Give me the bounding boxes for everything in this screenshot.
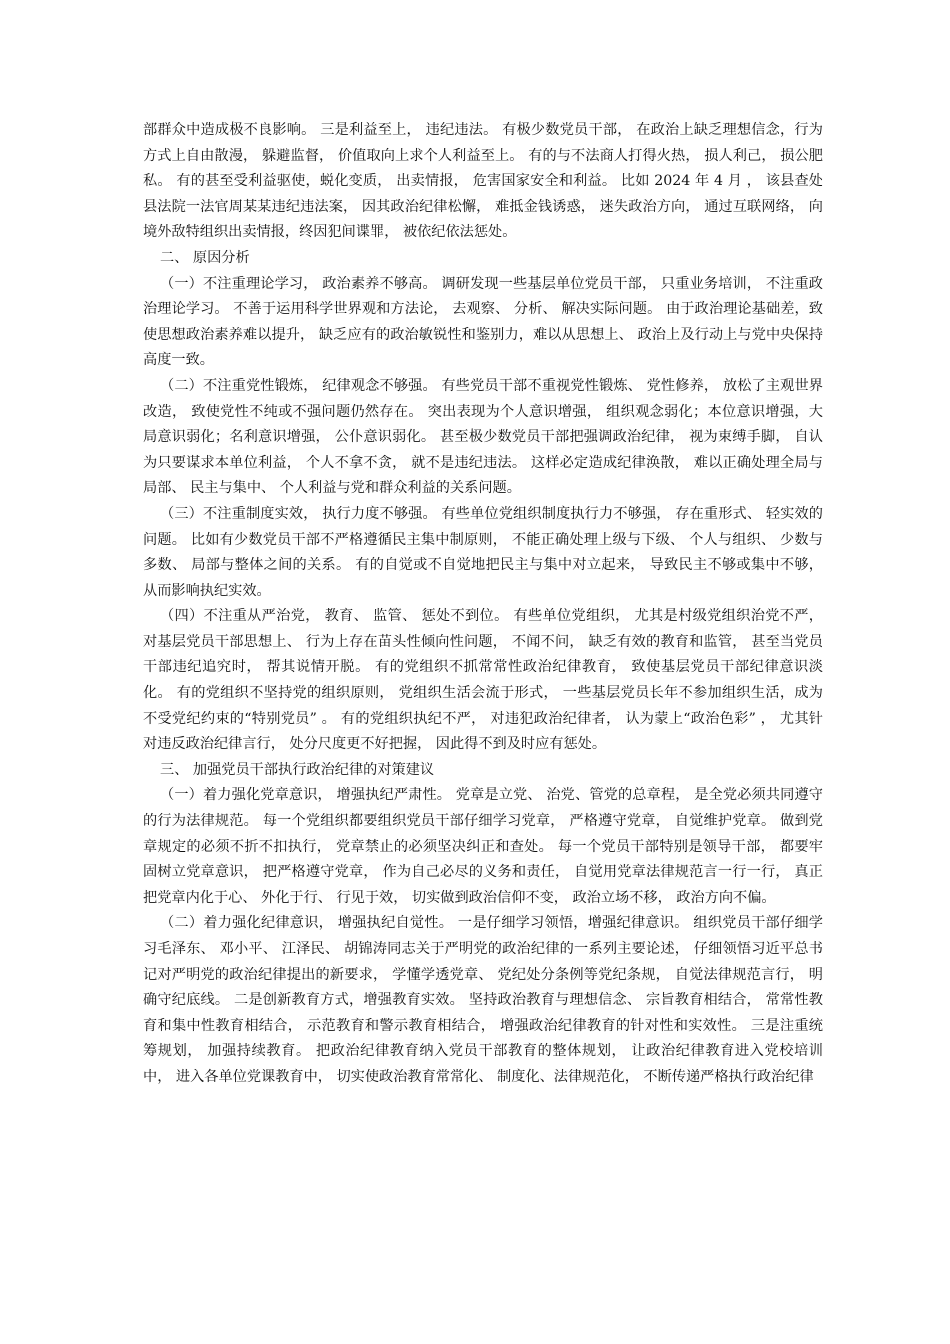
document-page <box>143 118 823 1091</box>
paragraph-cause-1: （一）不注重理论学习， 政治素养不够高。 调研发现一些基层单位党员干部， 只重业务培训， 不注重政治理论学习。 不善于运用科学世界观和方法论， 去观察、 分析、 解决实际问题。 由于政治理论基础差，致使思想政治素养难以提升， 缺乏应有的政治敏锐性和鉴别力，难以从思想上、 政治上及行动上与党中央保持高度一致。 <box>143 275 823 369</box>
paragraph-continuation: 部群众中造成极不良影响。 三是利益至上， 违纪违法。 有极少数党员干部， 在政治上缺乏理想信念，行为方式上自由散漫， 躲避监督， 价值取向上求个人利益至上。 有的与不法商人打得火热， 损人利己， 损公肥私。 有的甚至受利益驱使，蜕化变质， 出卖情报， 危害国家安全和利益。 比如 2024 年 4 月 ， 该县查处县法院一法官周某某违纪违法案， 因其政治纪律松懈， 难抵金钱诱惑， 迷失政治方向， 通过互联网络， 向境外敌特组织出卖情报，终因犯间谍罪， 被依纪依法惩处。 <box>143 122 823 241</box>
heading-countermeasures: 三、 加强党员干部执行政治纪律的对策建议 <box>160 761 435 778</box>
paragraph-cause-4: （四）不注重从严治党， 教育、 监管、 惩处不到位。 有些单位党组织， 尤其是村级党组织治党不严， 对基层党员干部思想上、 行为上存在苗头性倾向性问题， 不闻不问， 缺乏有效的教育和监管， 甚至当党员干部违纪追究时， 帮其说情开脱。 有的党组织不抓常常性政治纪律教育， 致使基层党员干部纪律意识淡化。 有的党组织不坚持党的组织原则， 党组织生活会流于形式， 一些基层党员长年不参加组织生活，成为不受党纪约束的“特别党员” 。 有的党组织执纪不严， 对违犯政治纪律者， 认为蒙上“政治色彩” ， 尤其针对违反政治纪律言行， 处分尺度更不好把握， 因此得不到及时应有惩处。 <box>143 608 823 753</box>
paragraph-cause-3: （三）不注重制度实效， 执行力度不够强。 有些单位党组织制度执行力不够强， 存在重形式、 轻实效的问题。 比如有少数党员干部不严格遵循民主集中制原则， 不能正确处理上级与下级、 个人与组织、 少数与多数、 局部与整体之间的关系。 有的自觉或不自觉地把民主与集中对立起来， 导致民主不够或集中不够， 从而影响执纪实效。 <box>143 505 823 599</box>
paragraph-measure-2: （二）着力强化纪律意识， 增强执纪自觉性。 一是仔细学习领悟，增强纪律意识。 组织党员干部仔细学习毛泽东、 邓小平、 江泽民、 胡锦涛同志关于严明党的政治纪律的一系列主要论述， 仔细领悟习近平总书记对严明党的政治纪律提出的新要求， 学懂学透党章、 党纪处分条例等党纪条规， 自觉法律规范言行， 明确守纪底线。 二是创新教育方式，增强教育实效。 坚持政治教育与理想信念、 宗旨教育相结合， 常常性教育和集中性教育相结合， 示范教育和警示教育相结合， 增强政治纪律教育的针对性和实效性。 三是注重统筹规划， 加强持续教育。 把政治纪律教育纳入党员干部教育的整体规划， 让政治纪律教育进入党校培训中， 进入各单位党课教育中， 切实使政治教育常常化、 制度化、法律规范化， 不断传递严格执行政治纪律 <box>143 915 823 1085</box>
paragraph-measure-1: （一）着力强化党章意识， 增强执纪严肃性。 党章是立党、 治党、管党的总章程， 是全党必须共同遵守的行为法律规范。 每一个党组织都要组织党员干部仔细学习党章， 严格遵守党章， 自觉维护党章。 做到党章规定的必须不折不扣执行， 党章禁止的必须坚决纠正和查处。 每一个党员干部特别是领导干部， 都要牢固树立党章意识， 把严格遵守党章， 作为自己必尽的义务和责任， 自觉用党章法律规范言一行一行， 真正把党章内化于心、 外化于行、 行见于效， 切实做到政治信仰不变， 政治立场不移， 政治方向不偏。 <box>143 787 823 906</box>
paragraph-cause-2: （二）不注重党性锻炼， 纪律观念不够强。 有些党员干部不重视党性锻炼、 党性修养， 放松了主观世界改造， 致使党性不纯或不强问题仍然存在。 突出表现为个人意识增强， 组织观念弱化；本位意识增强，大局意识弱化；名利意识增强， 公仆意识弱化。 甚至极少数党员干部把强调政治纪律， 视为束缚手脚， 自认为只要谋求本单位利益， 个人不拿不贪， 就不是违纪违法。 这样必定造成纪律涣散， 难以正确处理全局与局部、 民主与集中、 个人利益与党和群众利益的关系问题。 <box>143 377 823 497</box>
heading-cause-analysis: 二、 原因分析 <box>160 249 250 266</box>
